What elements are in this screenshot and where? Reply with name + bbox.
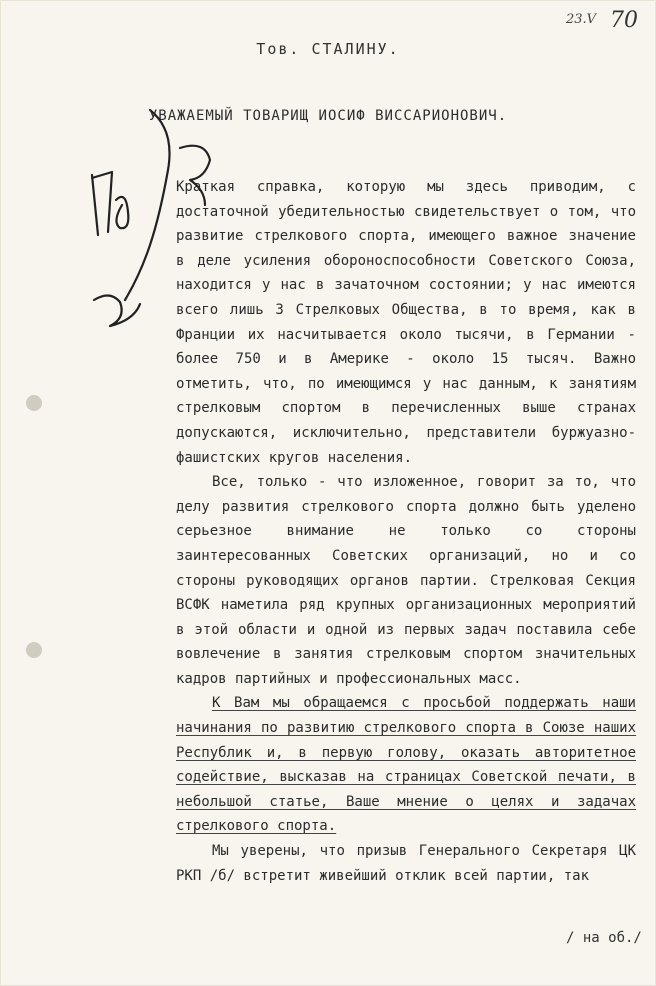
salutation-line: УВАЖАЕМЫЙ ТОВАРИЩ ИОСИФ ВИССАРИОНОВИЧ. xyxy=(148,108,508,124)
paragraph-2: Все, только - что изложенное, говорит за то, что делу развития стрелкового спорта должно быть уделено серьезное внимание не только со стороны заинтересованных Советских организаций, но и со стороны руководящих органов партии. Стрелковая Секция ВСФК наметила ряд крупных организационных мероприятий в этой области и одной из первых задач поставила себе вовлечение в занятия стрелковым спортом значительных кадров партийных и профессиональных масс. xyxy=(176,474,636,687)
paragraph-3-text: К Вам мы обращаемся с просьбой поддержать наши начинания по развитию стрелкового спорта в Союзе наших Республик и, в первую голову, оказать авторитетное содействие, высказав на страницах Советской печати, в небольшой статье, Ваше мнение о целях и задачах стрелкового спорта. xyxy=(176,695,636,835)
continuation-note: / на об./ xyxy=(566,930,642,946)
paragraph-1: Краткая справка, которую мы здесь приводим, с достаточной убедительностью свидетельствует о том, что развитие стрелкового спорта, имеющего важное значение в деле усиления обороноспособности Советского Союза, находится у нас в зачаточном состоянии; у нас имеются всего лишь 3 Стрелковых Общества, в то время, как в Франции их насчитывается около тысячи, в Германии - более 750 и в Америке - около 15 тысяч. Важно отметить, что, по имеющимся у нас данным, к занятиям стрелковым спортом в перечисленных выше странах допускаются, исключительно, представители буржуазно-фашистских кругов населения. xyxy=(176,179,636,466)
corner-handwritten-note: 23.V xyxy=(566,12,597,27)
page-number: 70 xyxy=(610,8,638,33)
paragraph-4: Мы уверены, что призыв Генерального Секретаря ЦК РКП /б/ встретит живейший отклик всей партии, так xyxy=(176,843,636,884)
addressee-line: Тов. СТАЛИНУ. xyxy=(256,40,400,58)
